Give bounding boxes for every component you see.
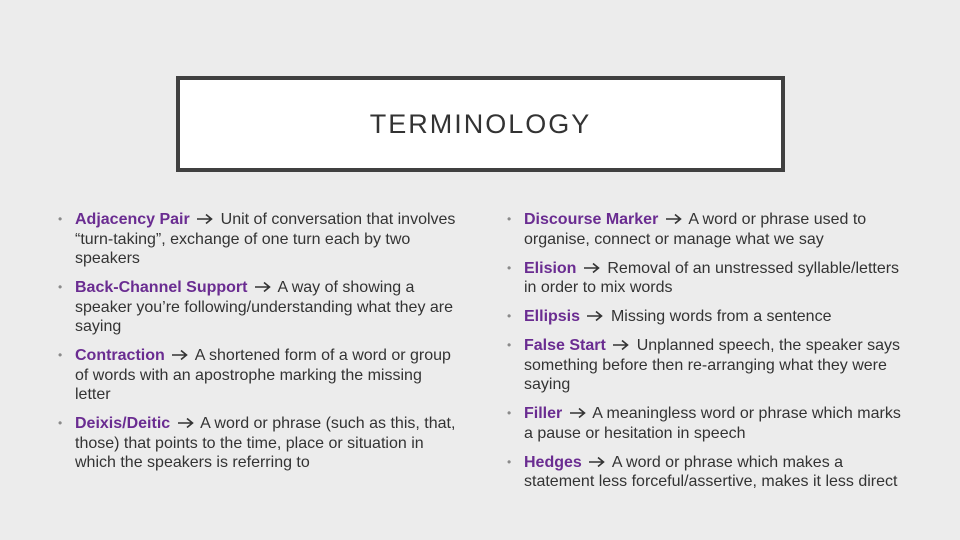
bullet-icon: • xyxy=(58,416,63,430)
term-name: Back-Channel Support xyxy=(75,279,248,296)
arrow-right-icon xyxy=(177,417,195,429)
bullet-icon: • xyxy=(507,454,512,469)
list-item xyxy=(507,259,907,298)
arrow-right-icon xyxy=(665,213,683,225)
bullet-icon: • xyxy=(507,406,512,420)
list-item xyxy=(58,414,458,473)
page-title: TERMINOLOGY xyxy=(369,108,592,139)
arrow-right-icon xyxy=(171,349,189,361)
left-term-list xyxy=(58,210,458,482)
term-name: Ellipsis xyxy=(524,308,581,325)
bullet-icon: • xyxy=(507,338,512,352)
term-name: Contraction xyxy=(75,347,165,364)
term-definition: A meaningless word or phrase which marks a pause or hesitation in speech xyxy=(524,405,901,442)
term-name: Elision xyxy=(524,259,577,277)
list-item xyxy=(507,453,907,492)
term-definition: Unit of conversation that involves “turn-taking”, exchange of one turn each by two speakers xyxy=(75,211,456,267)
term-definition: A word or phrase which makes a statement less forceful/assertive, makes it less direct xyxy=(524,453,898,490)
arrow-right-icon xyxy=(569,407,587,419)
list-item xyxy=(507,307,907,327)
bullet-icon: • xyxy=(58,280,63,294)
term-name: Discourse Marker xyxy=(524,211,659,228)
right-term-list xyxy=(507,210,907,501)
term-definition: A word or phrase used to organise, connect or manage what we say xyxy=(524,211,867,248)
term-name: Adjacency Pair xyxy=(75,211,190,228)
term-name: Hedges xyxy=(524,453,582,471)
arrow-right-icon xyxy=(583,262,601,274)
list-item xyxy=(507,336,907,395)
term-name: False Start xyxy=(524,337,606,354)
term-definition: A shortened form of a word or group of words with an apostrophe marking the missing letter xyxy=(75,347,451,403)
list-item xyxy=(58,278,458,337)
title-box xyxy=(176,76,785,172)
bullet-icon: • xyxy=(507,309,512,323)
list-item xyxy=(58,346,458,405)
term-definition: A way of showing a speaker you’re following/understanding what they are saying xyxy=(75,279,454,335)
arrow-right-icon xyxy=(196,213,214,225)
bullet-icon: • xyxy=(507,212,512,226)
term-definition: Unplanned speech, the speaker says something before then re-arranging what they were saying xyxy=(524,337,900,393)
arrow-right-icon xyxy=(588,456,606,468)
term-name: Filler xyxy=(524,405,563,422)
term-name: Deixis/Deitic xyxy=(75,415,171,432)
arrow-right-icon xyxy=(612,339,630,351)
list-item xyxy=(507,404,907,443)
term-definition: A word or phrase (such as this, that, those) that points to the time, place or situation in which the speakers is referring to xyxy=(75,415,456,471)
bullet-icon: • xyxy=(58,348,63,362)
term-definition: Missing words from a sentence xyxy=(610,308,832,325)
arrow-right-icon xyxy=(586,310,604,322)
list-item xyxy=(58,210,458,269)
bullet-icon: • xyxy=(58,212,63,226)
bullet-icon: • xyxy=(507,260,512,275)
list-item xyxy=(507,210,907,249)
arrow-right-icon xyxy=(254,281,272,293)
term-definition: Removal of an unstressed syllable/letters in order to mix words xyxy=(524,259,900,296)
